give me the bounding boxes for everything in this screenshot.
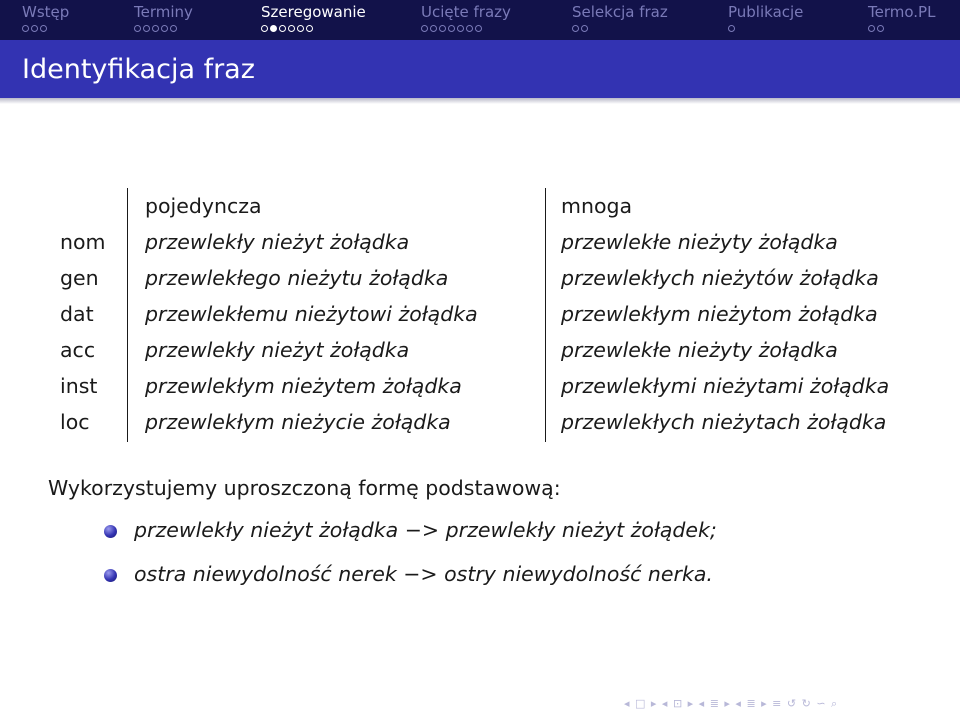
singular-form: przewlekły nieżyt żołądka	[145, 230, 410, 254]
singular-form: przewlekłym nieżytem żołądka	[145, 374, 462, 398]
nav-section-label: Wstęp	[22, 3, 70, 21]
plural-form: przewlekłych nieżytów żołądka	[561, 266, 879, 290]
case-label: acc	[60, 338, 96, 362]
nav-section-label: Szeregowanie	[261, 3, 366, 21]
intro-text: Wykorzystujemy uproszczoną formę podstawową:	[48, 476, 561, 500]
singular-form: przewlekłym nieżycie żołądka	[145, 410, 451, 434]
nav-section-label: Termo.PL	[868, 3, 936, 21]
ball-bullet-icon	[104, 569, 117, 582]
bullet-text: ostra niewydolność nerek −> ostry niewydolność nerka.	[134, 562, 713, 586]
case-label: dat	[60, 302, 94, 326]
case-label: nom	[60, 230, 106, 254]
ball-bullet-icon	[104, 525, 117, 538]
table-divider-middle	[545, 188, 546, 442]
case-label: gen	[60, 266, 99, 290]
singular-form: przewlekłemu nieżytowi żołądka	[145, 302, 478, 326]
nav-section-label: Selekcja fraz	[572, 3, 668, 21]
case-label: inst	[60, 374, 98, 398]
singular-form: przewlekły nieżyt żołądka	[145, 338, 410, 362]
frame-title: Identyfikacja fraz	[22, 54, 255, 85]
table-divider-left	[127, 188, 128, 442]
header-singular: pojedyncza	[145, 194, 262, 218]
bullet-text: przewlekły nieżyt żołądka −> przewlekły nieżyt żołądek;	[134, 518, 717, 542]
beamer-navigation-symbols[interactable]: ◂ □ ▸ ◂ ⊡ ▸ ◂ ≣ ▸ ◂ ≣ ▸ ≡ ↺ ↻ ∽ ⌕	[624, 697, 839, 710]
case-label: loc	[60, 410, 90, 434]
nav-section-label: Publikacje	[728, 3, 804, 21]
singular-form: przewlekłego nieżytu żołądka	[145, 266, 449, 290]
plural-form: przewlekłym nieżytom żołądka	[561, 302, 878, 326]
plural-form: przewlekłe nieżyty żołądka	[561, 230, 838, 254]
plural-form: przewlekłymi nieżytami żołądka	[561, 374, 890, 398]
plural-form: przewlekłych nieżytach żołądka	[561, 410, 887, 434]
nav-section-label: Ucięte frazy	[421, 3, 511, 21]
header-plural: mnoga	[561, 194, 633, 218]
plural-form: przewlekłe nieżyty żołądka	[561, 338, 838, 362]
nav-section-label: Terminy	[134, 3, 193, 21]
